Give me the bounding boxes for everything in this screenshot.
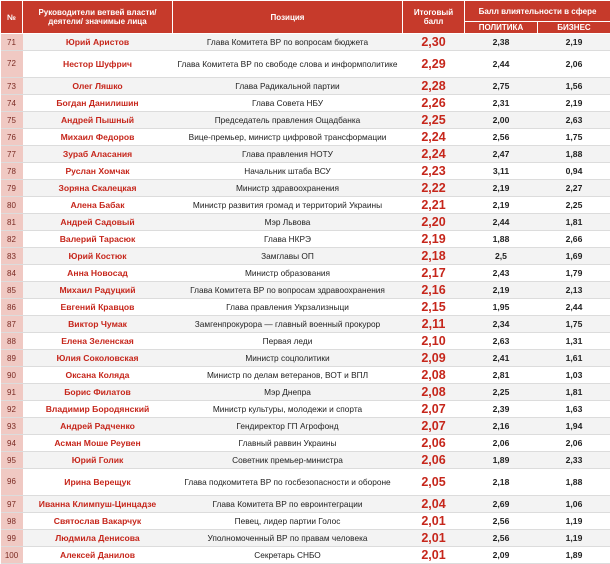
row-number: 76 bbox=[1, 129, 23, 146]
business-score: 1,75 bbox=[538, 129, 610, 146]
table-row bbox=[1, 248, 610, 265]
business-score: 1,31 bbox=[538, 333, 610, 350]
person-name: Юлия Соколовская bbox=[23, 350, 173, 367]
row-number: 84 bbox=[1, 265, 23, 282]
table-row bbox=[1, 129, 610, 146]
total-score: 2,24 bbox=[403, 129, 465, 146]
business-score: 2,27 bbox=[538, 180, 610, 197]
person-name: Андрей Радченко bbox=[23, 418, 173, 435]
person-position: Мэр Днепра bbox=[173, 384, 403, 401]
politics-score: 2,43 bbox=[465, 265, 538, 282]
table-row bbox=[1, 265, 610, 282]
table-row bbox=[1, 435, 610, 452]
table-row bbox=[1, 513, 610, 530]
person-name: Валерий Тарасюк bbox=[23, 231, 173, 248]
header-total-score: Итоговый балл bbox=[403, 1, 465, 34]
header-influence: Балл влиятельности в сфере bbox=[465, 1, 610, 22]
row-number: 81 bbox=[1, 214, 23, 231]
person-position: Председатель правления Ощадбанка bbox=[173, 112, 403, 129]
politics-score: 2,56 bbox=[465, 513, 538, 530]
total-score: 2,15 bbox=[403, 299, 465, 316]
person-position: Секретарь СНБО bbox=[173, 547, 403, 564]
business-score: 1,94 bbox=[538, 418, 610, 435]
person-position: Первая леди bbox=[173, 333, 403, 350]
person-position: Гендиректор ГП Агрофонд bbox=[173, 418, 403, 435]
business-score: 1,19 bbox=[538, 513, 610, 530]
total-score: 2,01 bbox=[403, 530, 465, 547]
total-score: 2,06 bbox=[403, 452, 465, 469]
total-score: 2,16 bbox=[403, 282, 465, 299]
person-name: Елена Зеленская bbox=[23, 333, 173, 350]
table-row bbox=[1, 146, 610, 163]
business-score: 2,06 bbox=[538, 51, 610, 78]
person-name: Виктор Чумак bbox=[23, 316, 173, 333]
politics-score: 2,00 bbox=[465, 112, 538, 129]
person-position: Уполномоченный ВР по правам человека bbox=[173, 530, 403, 547]
politics-score: 1,89 bbox=[465, 452, 538, 469]
row-number: 89 bbox=[1, 350, 23, 367]
table-row bbox=[1, 34, 610, 51]
politics-score: 3,11 bbox=[465, 163, 538, 180]
row-number: 78 bbox=[1, 163, 23, 180]
table-row bbox=[1, 231, 610, 248]
table-row bbox=[1, 401, 610, 418]
row-number: 86 bbox=[1, 299, 23, 316]
politics-score: 2,69 bbox=[465, 496, 538, 513]
business-score: 1,63 bbox=[538, 401, 610, 418]
person-name: Борис Филатов bbox=[23, 384, 173, 401]
row-number: 97 bbox=[1, 496, 23, 513]
business-score: 2,44 bbox=[538, 299, 610, 316]
total-score: 2,01 bbox=[403, 513, 465, 530]
person-name: Нестор Шуфрич bbox=[23, 51, 173, 78]
total-score: 2,04 bbox=[403, 496, 465, 513]
row-number: 75 bbox=[1, 112, 23, 129]
person-name: Олег Ляшко bbox=[23, 78, 173, 95]
total-score: 2,23 bbox=[403, 163, 465, 180]
person-name: Оксана Коляда bbox=[23, 367, 173, 384]
person-position: Министр развития громад и территорий Украины bbox=[173, 197, 403, 214]
table-row bbox=[1, 214, 610, 231]
politics-score: 2,56 bbox=[465, 129, 538, 146]
business-score: 1,69 bbox=[538, 248, 610, 265]
header-num: № bbox=[1, 1, 23, 34]
business-score: 1,06 bbox=[538, 496, 610, 513]
person-name: Андрей Пышный bbox=[23, 112, 173, 129]
person-name: Зоряна Скалецкая bbox=[23, 180, 173, 197]
politics-score: 2,19 bbox=[465, 180, 538, 197]
politics-score: 2,16 bbox=[465, 418, 538, 435]
total-score: 2,01 bbox=[403, 547, 465, 564]
total-score: 2,20 bbox=[403, 214, 465, 231]
person-position: Мэр Львова bbox=[173, 214, 403, 231]
politics-score: 2,25 bbox=[465, 384, 538, 401]
total-score: 2,05 bbox=[403, 469, 465, 496]
table-row bbox=[1, 418, 610, 435]
row-number: 88 bbox=[1, 333, 23, 350]
header-politics: ПОЛИТИКА bbox=[465, 22, 538, 34]
business-score: 1,61 bbox=[538, 350, 610, 367]
person-name: Михаил Радуцкий bbox=[23, 282, 173, 299]
person-position: Глава правления НОТУ bbox=[173, 146, 403, 163]
business-score: 1,89 bbox=[538, 547, 610, 564]
row-number: 82 bbox=[1, 231, 23, 248]
person-position: Главный раввин Украины bbox=[173, 435, 403, 452]
person-name: Юрий Костюк bbox=[23, 248, 173, 265]
politics-score: 2,19 bbox=[465, 282, 538, 299]
row-number: 93 bbox=[1, 418, 23, 435]
politics-score: 2,38 bbox=[465, 34, 538, 51]
row-number: 96 bbox=[1, 469, 23, 496]
row-number: 94 bbox=[1, 435, 23, 452]
person-name: Михаил Федоров bbox=[23, 129, 173, 146]
person-position: Министр здравоохранения bbox=[173, 180, 403, 197]
row-number: 99 bbox=[1, 530, 23, 547]
table-row bbox=[1, 51, 610, 78]
business-score: 1,56 bbox=[538, 78, 610, 95]
business-score: 2,06 bbox=[538, 435, 610, 452]
person-position: Министр соцполитики bbox=[173, 350, 403, 367]
politics-score: 2,63 bbox=[465, 333, 538, 350]
person-name: Евгений Кравцов bbox=[23, 299, 173, 316]
politics-score: 2,44 bbox=[465, 51, 538, 78]
person-position: Замгенпрокурора — главный военный прокурор bbox=[173, 316, 403, 333]
row-number: 72 bbox=[1, 51, 23, 78]
politics-score: 2,41 bbox=[465, 350, 538, 367]
row-number: 91 bbox=[1, 384, 23, 401]
business-score: 0,94 bbox=[538, 163, 610, 180]
person-position: Глава Радикальной партии bbox=[173, 78, 403, 95]
business-score: 1,81 bbox=[538, 384, 610, 401]
business-score: 2,13 bbox=[538, 282, 610, 299]
total-score: 2,10 bbox=[403, 333, 465, 350]
header-leaders: Руководители ветвей власти/деятели/ значимые лица bbox=[23, 1, 173, 34]
total-score: 2,19 bbox=[403, 231, 465, 248]
person-name: Алена Бабак bbox=[23, 197, 173, 214]
table-row bbox=[1, 469, 610, 496]
person-position: Певец, лидер партии Голос bbox=[173, 513, 403, 530]
person-position: Министр по делам ветеранов, ВОТ и ВПЛ bbox=[173, 367, 403, 384]
table-row bbox=[1, 299, 610, 316]
table-row bbox=[1, 163, 610, 180]
table-row bbox=[1, 197, 610, 214]
total-score: 2,07 bbox=[403, 401, 465, 418]
business-score: 2,66 bbox=[538, 231, 610, 248]
row-number: 83 bbox=[1, 248, 23, 265]
row-number: 95 bbox=[1, 452, 23, 469]
total-score: 2,08 bbox=[403, 367, 465, 384]
business-score: 1,88 bbox=[538, 469, 610, 496]
total-score: 2,09 bbox=[403, 350, 465, 367]
table-row bbox=[1, 530, 610, 547]
table-header bbox=[1, 1, 610, 34]
politics-score: 1,88 bbox=[465, 231, 538, 248]
table-row bbox=[1, 95, 610, 112]
person-position: Вице-премьер, министр цифровой трансформации bbox=[173, 129, 403, 146]
header-position: Позиция bbox=[173, 1, 403, 34]
table-row bbox=[1, 78, 610, 95]
business-score: 2,19 bbox=[538, 95, 610, 112]
politics-score: 2,75 bbox=[465, 78, 538, 95]
person-name: Богдан Данилишин bbox=[23, 95, 173, 112]
business-score: 1,88 bbox=[538, 146, 610, 163]
person-position: Глава подкомитета ВР по госбезопасности и обороне bbox=[173, 469, 403, 496]
person-name: Анна Новосад bbox=[23, 265, 173, 282]
politics-score: 2,34 bbox=[465, 316, 538, 333]
person-position: Глава Комитета ВР по вопросам бюджета bbox=[173, 34, 403, 51]
table-row bbox=[1, 384, 610, 401]
header-business: БИЗНЕС bbox=[538, 22, 610, 34]
politics-score: 2,44 bbox=[465, 214, 538, 231]
person-position: Министр образования bbox=[173, 265, 403, 282]
table-row bbox=[1, 333, 610, 350]
table-body bbox=[1, 34, 610, 564]
total-score: 2,25 bbox=[403, 112, 465, 129]
politics-score: 2,5 bbox=[465, 248, 538, 265]
person-name: Асман Моше Реувен bbox=[23, 435, 173, 452]
total-score: 2,06 bbox=[403, 435, 465, 452]
table-row bbox=[1, 180, 610, 197]
total-score: 2,08 bbox=[403, 384, 465, 401]
total-score: 2,28 bbox=[403, 78, 465, 95]
person-name: Андрей Садовый bbox=[23, 214, 173, 231]
table-row bbox=[1, 452, 610, 469]
person-position: Глава правления Укрзализныци bbox=[173, 299, 403, 316]
business-score: 1,79 bbox=[538, 265, 610, 282]
politics-score: 2,56 bbox=[465, 530, 538, 547]
person-name: Руслан Хомчак bbox=[23, 163, 173, 180]
person-position: Глава Комитета ВР по свободе слова и информполитике bbox=[173, 51, 403, 78]
total-score: 2,11 bbox=[403, 316, 465, 333]
person-position: Глава Комитета ВР по вопросам здравоохранения bbox=[173, 282, 403, 299]
total-score: 2,17 bbox=[403, 265, 465, 282]
politics-score: 2,81 bbox=[465, 367, 538, 384]
business-score: 1,19 bbox=[538, 530, 610, 547]
row-number: 92 bbox=[1, 401, 23, 418]
total-score: 2,22 bbox=[403, 180, 465, 197]
row-number: 79 bbox=[1, 180, 23, 197]
person-name: Ирина Верещук bbox=[23, 469, 173, 496]
business-score: 2,19 bbox=[538, 34, 610, 51]
row-number: 77 bbox=[1, 146, 23, 163]
person-name: Зураб Аласания bbox=[23, 146, 173, 163]
politics-score: 2,19 bbox=[465, 197, 538, 214]
row-number: 87 bbox=[1, 316, 23, 333]
business-score: 1,81 bbox=[538, 214, 610, 231]
total-score: 2,24 bbox=[403, 146, 465, 163]
row-number: 85 bbox=[1, 282, 23, 299]
table-row bbox=[1, 367, 610, 384]
person-name: Юрий Аристов bbox=[23, 34, 173, 51]
total-score: 2,18 bbox=[403, 248, 465, 265]
total-score: 2,26 bbox=[403, 95, 465, 112]
business-score: 1,03 bbox=[538, 367, 610, 384]
business-score: 2,33 bbox=[538, 452, 610, 469]
table-row bbox=[1, 316, 610, 333]
business-score: 2,25 bbox=[538, 197, 610, 214]
politics-score: 2,31 bbox=[465, 95, 538, 112]
total-score: 2,30 bbox=[403, 34, 465, 51]
person-position: Министр культуры, молодежи и спорта bbox=[173, 401, 403, 418]
business-score: 2,63 bbox=[538, 112, 610, 129]
politics-score: 2,47 bbox=[465, 146, 538, 163]
row-number: 73 bbox=[1, 78, 23, 95]
person-name: Людмила Денисова bbox=[23, 530, 173, 547]
total-score: 2,29 bbox=[403, 51, 465, 78]
person-position: Глава Комитета ВР по евроинтеграции bbox=[173, 496, 403, 513]
person-position: Глава Совета НБУ bbox=[173, 95, 403, 112]
row-number: 90 bbox=[1, 367, 23, 384]
politics-score: 2,09 bbox=[465, 547, 538, 564]
table-row bbox=[1, 350, 610, 367]
person-position: Советник премьер-министра bbox=[173, 452, 403, 469]
row-number: 98 bbox=[1, 513, 23, 530]
politics-score: 2,06 bbox=[465, 435, 538, 452]
business-score: 1,75 bbox=[538, 316, 610, 333]
person-name: Алексей Данилов bbox=[23, 547, 173, 564]
table-row bbox=[1, 547, 610, 564]
table-row bbox=[1, 282, 610, 299]
person-position: Замглавы ОП bbox=[173, 248, 403, 265]
politics-score: 2,39 bbox=[465, 401, 538, 418]
politics-score: 2,18 bbox=[465, 469, 538, 496]
row-number: 74 bbox=[1, 95, 23, 112]
politics-score: 1,95 bbox=[465, 299, 538, 316]
person-name: Владимир Бородянский bbox=[23, 401, 173, 418]
person-position: Глава НКРЭ bbox=[173, 231, 403, 248]
person-name: Святослав Вакарчук bbox=[23, 513, 173, 530]
person-name: Юрий Голик bbox=[23, 452, 173, 469]
person-name: Иванна Климпуш-Цинцадзе bbox=[23, 496, 173, 513]
total-score: 2,07 bbox=[403, 418, 465, 435]
row-number: 71 bbox=[1, 34, 23, 51]
row-number: 100 bbox=[1, 547, 23, 564]
table-row bbox=[1, 112, 610, 129]
table-row bbox=[1, 496, 610, 513]
total-score: 2,21 bbox=[403, 197, 465, 214]
row-number: 80 bbox=[1, 197, 23, 214]
person-position: Начальник штаба ВСУ bbox=[173, 163, 403, 180]
